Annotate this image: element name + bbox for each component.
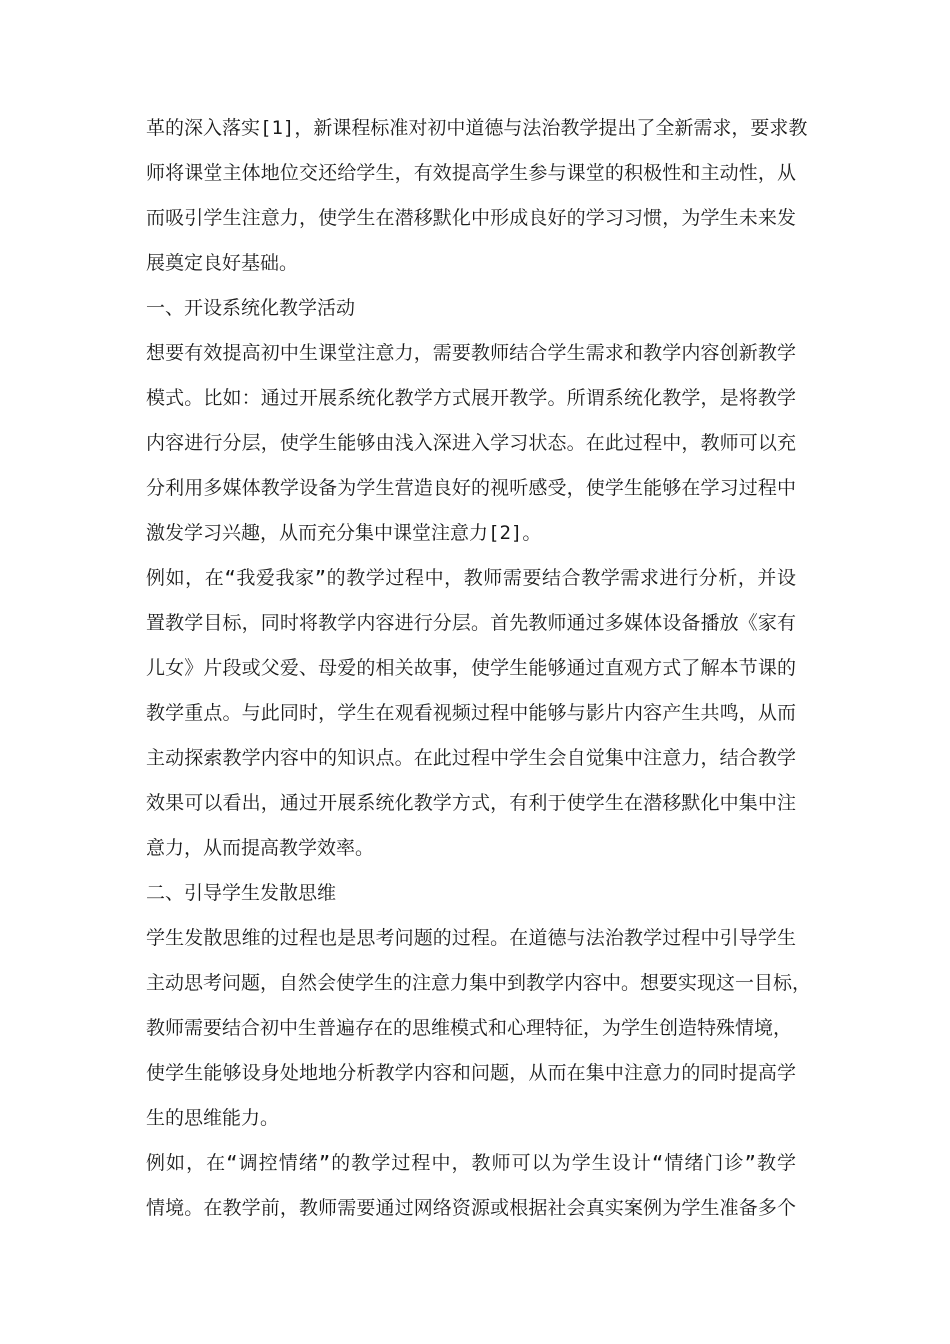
- paragraph-line-10: 例如，在“我爱我家”的教学过程中，教师需要结合教学需求进行分析，并设: [146, 567, 796, 589]
- paragraph-line-6: 模式。比如：通过开展系统化教学方式展开教学。所谓系统化教学，是将教学: [146, 387, 796, 409]
- paragraph-line-7: 内容进行分层，使学生能够由浅入深进入学习状态。在此过程中，教师可以充: [146, 432, 796, 454]
- paragraph-line-13: 教学重点。与此同时，学生在观看视频过程中能够与影片内容产生共鸣，从而: [146, 702, 796, 724]
- paragraph-line-9: 激发学习兴趣，从而充分集中课堂注意力[2]。: [146, 522, 542, 544]
- paragraph-line-5: 想要有效提高初中生课堂注意力，需要教师结合学生需求和教学内容创新教学: [146, 342, 796, 364]
- paragraph-line-1: 革的深入落实[1]，新课程标准对初中道德与法治教学提出了全新需求，要求教: [146, 117, 808, 139]
- paragraph-line-12: 儿女》片段或父爱、母爱的相关故事，使学生能够通过直观方式了解本节课的: [146, 657, 796, 679]
- paragraph-line-3: 而吸引学生注意力，使学生在潜移默化中形成良好的学习习惯，为学生未来发: [146, 207, 796, 229]
- paragraph-line-19: 教师需要结合初中生普遍存在的思维模式和心理特征，为学生创造特殊情境，: [146, 1017, 793, 1039]
- paragraph-line-4: 展奠定良好基础。: [146, 252, 299, 274]
- paragraph-line-20: 使学生能够设身处地地分析教学内容和问题，从而在集中注意力的同时提高学: [146, 1062, 796, 1084]
- paragraph-line-2: 师将课堂主体地位交还给学生，有效提高学生参与课堂的积极性和主动性，从: [146, 162, 796, 184]
- paragraph-line-22: 例如，在“调控情绪”的教学过程中，教师可以为学生设计“情绪门诊”教学: [146, 1152, 796, 1174]
- paragraph-line-18: 主动思考问题，自然会使学生的注意力集中到教学内容中。想要实现这一目标，: [146, 972, 812, 994]
- paragraph-line-21: 生的思维能力。: [146, 1107, 280, 1129]
- paragraph-line-11: 置教学目标，同时将教学内容进行分层。首先教师通过多媒体设备播放《家有: [146, 612, 796, 634]
- paragraph-line-23: 情境。在教学前，教师需要通过网络资源或根据社会真实案例为学生准备多个: [146, 1197, 796, 1219]
- paragraph-line-16: 意力，从而提高教学效率。: [146, 837, 375, 859]
- section-heading-1: 一、开设系统化教学活动: [146, 297, 356, 319]
- paragraph-line-17: 学生发散思维的过程也是思考问题的过程。在道德与法治教学过程中引导学生: [146, 927, 796, 949]
- paragraph-line-8: 分利用多媒体教学设备为学生营造良好的视听感受，使学生能够在学习过程中: [146, 477, 796, 499]
- paragraph-line-15: 效果可以看出，通过开展系统化教学方式，有利于使学生在潜移默化中集中注: [146, 792, 796, 814]
- paragraph-line-14: 主动探索教学内容中的知识点。在此过程中学生会自觉集中注意力，结合教学: [146, 747, 796, 769]
- section-heading-2: 二、引导学生发散思维: [146, 882, 337, 904]
